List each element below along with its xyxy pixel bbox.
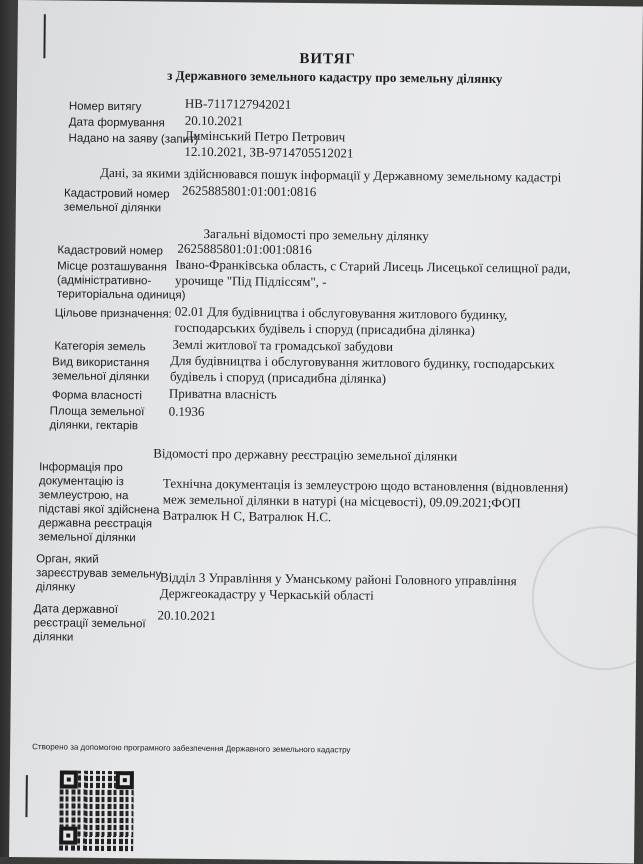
general-heading: Загальні відомості про земельну ділянку: [203, 225, 429, 244]
request-person: Димінський Петро Петрович: [184, 127, 346, 145]
use-value: Для будівництва і обслуговування житлового будинку, господарських: [170, 352, 555, 372]
faint-stamp: [531, 525, 643, 671]
extract-number-label: Номер витягу: [68, 100, 142, 114]
area-value: 0.1936: [168, 403, 205, 419]
request-ref: 12.10.2021, ЗВ-9714705512021: [184, 143, 354, 161]
purpose-value: господарських будівель і споруд (присадибна ділянка): [174, 319, 475, 338]
organ-value: Відділ 3 Управління у Уманському районі Головного управління: [159, 569, 517, 589]
category-label: Категорія земель: [54, 340, 146, 354]
purpose-label: Цільове призначення:: [54, 307, 172, 321]
docinfo-label: земельної ділянки: [38, 531, 136, 545]
search-cadastral-label: Кадастровий номер: [63, 187, 170, 201]
docinfo-value: Технічна документація із землеустрою щодо встановлення (відновлення): [162, 475, 569, 495]
registration-heading: Відомості про державну реєстрацію земельної ділянки: [153, 445, 458, 464]
qr-corner: [60, 770, 78, 788]
docinfo-value: меж земельної ділянки в натурі (на місцевості), 09.09.2021;ФОП: [162, 491, 521, 511]
regdate-label: ділянки: [33, 631, 74, 644]
docinfo-label: документацію із: [38, 475, 124, 489]
formed-date-label: Дата формування: [68, 116, 165, 130]
category-value: Землі житлової та громадської забудови: [172, 336, 394, 354]
regdate-value: 20.10.2021: [157, 607, 217, 624]
purpose-value: 02.01 Для будівництва і обслуговування житлового будинку,: [174, 303, 508, 323]
docinfo-value: Ватралюк Н С, Ватралюк Н.С.: [162, 507, 332, 525]
qr-corner: [116, 771, 134, 789]
regdate-label: Дата державної: [33, 603, 118, 617]
docinfo-label: державна реєстрація: [38, 517, 153, 531]
search-cadastral-value: 2625885801:01:001:0816: [181, 182, 317, 200]
margin-mark: [25, 775, 27, 817]
location-label: територіальна одиниця): [56, 288, 186, 302]
search-cadastral-label: земельної ділянки: [63, 201, 162, 215]
location-label: (адміністративно-: [57, 274, 152, 288]
ownership-value: Приватна власність: [168, 385, 277, 402]
area-label: ділянки, гектарів: [49, 419, 139, 433]
search-heading: Дані, за якими здійснювався пошук інформації у Державному земельному кадастрі: [100, 164, 562, 185]
regdate-label: реєстрації земельної: [33, 617, 146, 631]
organ-label: Орган, який: [36, 553, 99, 566]
organ-value: Держгеокадастру у Черкаській області: [159, 585, 374, 603]
margin-mark: [43, 14, 45, 58]
organ-label: зареєстрував земельну: [35, 567, 162, 581]
formed-date-value: 20.10.2021: [184, 112, 244, 129]
docinfo-label: землеустрою, на: [38, 489, 129, 503]
footer-note: Створено за допомогою програмного забезпечення Державного земельного кадастру: [32, 742, 351, 755]
document-page: [9, 0, 643, 863]
general-cadastral-value: 2625885801:01:001:0816: [177, 240, 312, 258]
doc-subtitle: з Державного земельного кадастру про земельну ділянку: [167, 67, 503, 87]
docinfo-label: підставі якої здійснена: [38, 503, 160, 517]
docinfo-label: Інформація про: [39, 461, 123, 475]
qr-corner: [59, 826, 77, 844]
use-label: Вид використання: [52, 356, 150, 370]
qr-code: [59, 770, 134, 851]
request-label: Надано на заяву (запит): [68, 132, 199, 146]
use-value: будівель і споруд (присадибна ділянка): [169, 368, 387, 386]
ownership-label: Форма власності: [51, 389, 142, 403]
location-value: Івано-Франківська область, с Старий Лисець Лисецької селищної ради,: [175, 256, 571, 276]
doc-title: ВИТЯГ: [299, 50, 356, 68]
general-cadastral-label: Кадастровий номер: [57, 244, 164, 258]
extract-number-value: НВ-7117127942021: [184, 95, 292, 112]
location-label: Місце розташування: [57, 260, 167, 274]
organ-label: ділянку: [35, 581, 76, 594]
location-value: урочище "Під Підліссям", -: [174, 272, 327, 290]
area-label: Площа земельної: [49, 405, 145, 419]
use-label: земельної ділянки: [51, 370, 150, 384]
